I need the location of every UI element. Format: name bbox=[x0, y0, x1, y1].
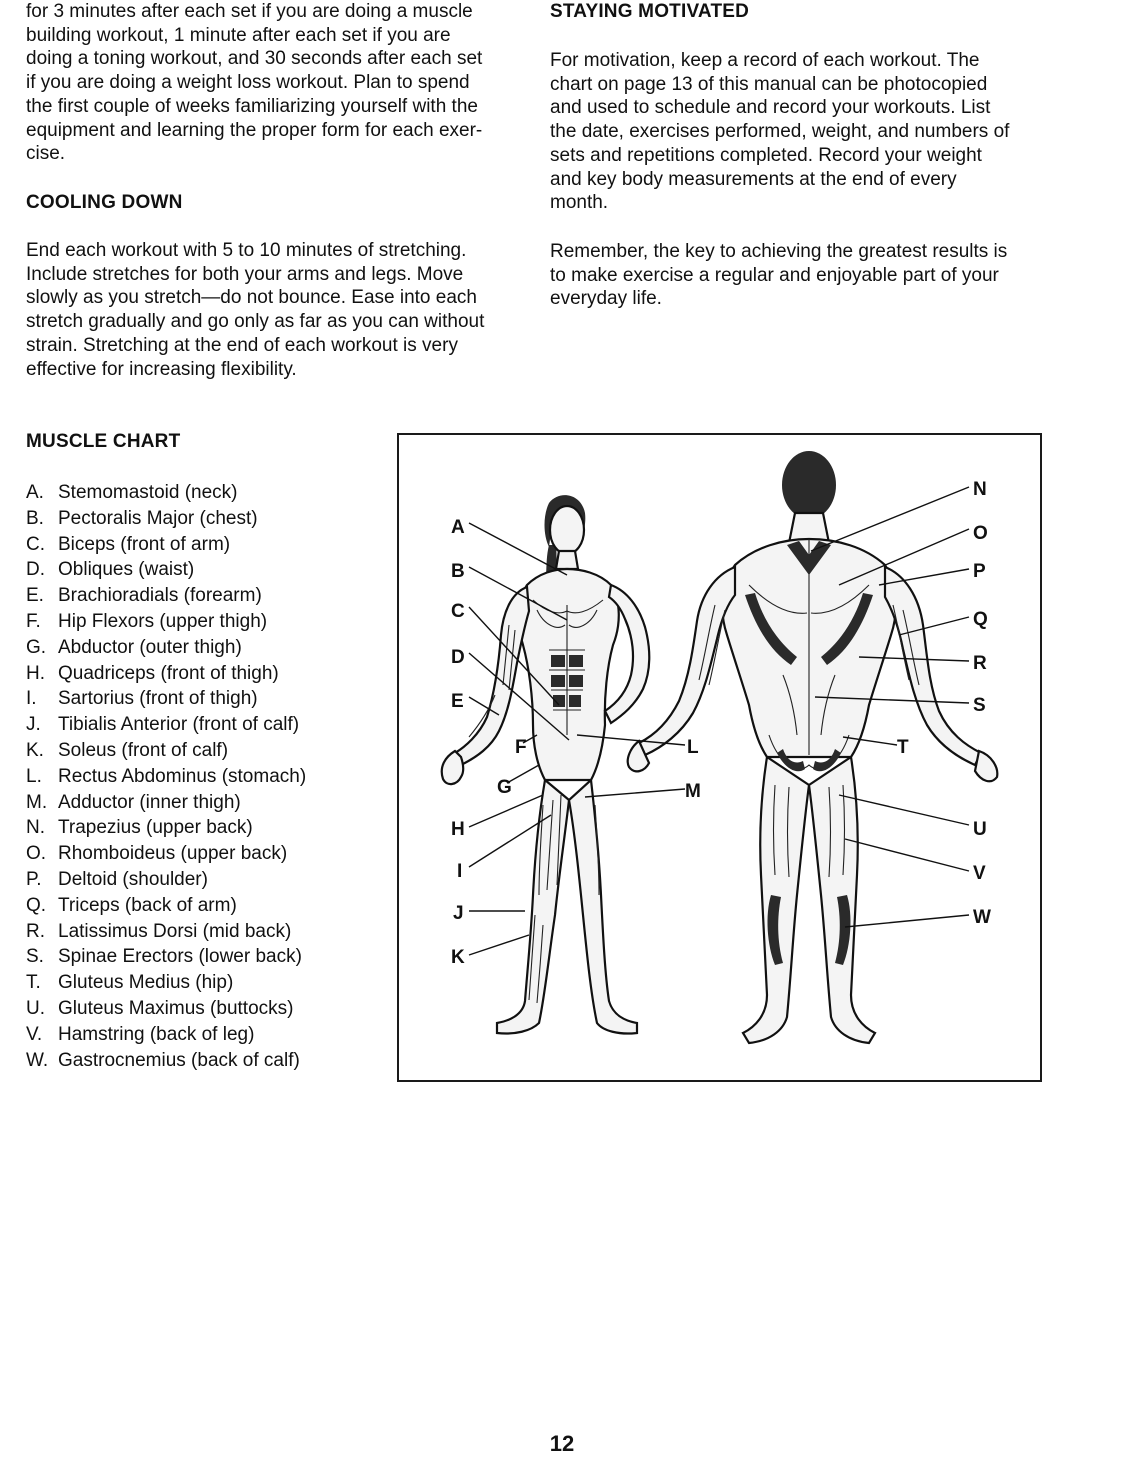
list-item bbox=[26, 919, 306, 945]
list-item-name: Brachioradials (forearm) bbox=[58, 585, 262, 607]
list-item-name: Hamstring (back of leg) bbox=[58, 1023, 255, 1045]
diagram-label-f: F bbox=[515, 737, 527, 758]
remember-paragraph: Remember, the key to achieving the greatest results is to make exercise a regular and enjoyable part of your everyday life. bbox=[550, 241, 1008, 310]
front-figure-illustration bbox=[442, 495, 650, 1033]
list-item-letter: P. bbox=[26, 868, 42, 890]
diagram-label-k: K bbox=[451, 947, 465, 968]
list-item-letter: B. bbox=[26, 507, 44, 529]
list-item-name: Pectoralis Major (chest) bbox=[58, 507, 258, 529]
list-item-letter: C. bbox=[26, 533, 45, 555]
list-item bbox=[26, 635, 306, 661]
list-item bbox=[26, 712, 306, 738]
diagram-label-r: R bbox=[973, 653, 987, 674]
list-item-name: Latissimus Dorsi (mid back) bbox=[58, 920, 292, 942]
list-item-name: Abductor (outer thigh) bbox=[58, 636, 242, 658]
list-item bbox=[26, 764, 306, 790]
muscle-diagram bbox=[399, 435, 1044, 1084]
list-item-letter: W. bbox=[26, 1049, 49, 1071]
cooling-down-paragraph: End each workout with 5 to 10 minutes of stretching. Include stretches for both your arms and legs. Move slowly as you stretch—do not bounce. Ease into each stretch gradually and go only as far as you can without strain. Stretching at the end of each workout is very effective for increasing flexibility. bbox=[26, 240, 485, 380]
diagram-label-u: U bbox=[973, 819, 987, 840]
list-item-name: Rectus Abdominus (stomach) bbox=[58, 765, 307, 787]
list-item-letter: L. bbox=[26, 765, 42, 787]
diagram-label-a: A bbox=[451, 517, 465, 538]
list-item-letter: F. bbox=[26, 610, 41, 632]
list-item bbox=[26, 1048, 306, 1074]
list-item-letter: T. bbox=[26, 972, 41, 994]
diagram-label-v: V bbox=[973, 863, 986, 884]
list-item bbox=[26, 867, 306, 893]
intro-paragraph: for 3 minutes after each set if you are doing a muscle building workout, 1 minute after each set if you are doing a toning workout, and 30 seconds after each set if you are doing a weight loss workout. Plan to spend the first couple of weeks familiarizing yourself with the equipment and learning the proper form for each exer- cise. bbox=[26, 1, 483, 165]
list-item-name: Triceps (back of arm) bbox=[58, 894, 237, 916]
diagram-label-h: H bbox=[451, 819, 465, 840]
diagram-label-j: J bbox=[453, 903, 464, 924]
list-item-letter: S. bbox=[26, 946, 44, 968]
list-item bbox=[26, 841, 306, 867]
list-item-letter: A. bbox=[26, 482, 44, 503]
list-item-name: Quadriceps (front of thigh) bbox=[58, 662, 279, 684]
staying-motivated-heading: STAYING MOTIVATED bbox=[550, 1, 750, 22]
list-item bbox=[26, 583, 306, 609]
page-number: 12 bbox=[549, 1431, 575, 1456]
list-item bbox=[26, 1022, 306, 1048]
list-item bbox=[26, 970, 306, 996]
list-item-name: Adductor (inner thigh) bbox=[58, 791, 241, 813]
list-item bbox=[26, 738, 306, 764]
muscle-chart-heading: MUSCLE CHART bbox=[26, 431, 181, 452]
list-item-name: Rhomboideus (upper back) bbox=[58, 843, 288, 865]
list-item bbox=[26, 815, 306, 841]
list-item-name: Sartorius (front of thigh) bbox=[58, 688, 258, 710]
list-item bbox=[26, 506, 306, 532]
staying-motivated-paragraph: For motivation, keep a record of each workout. The chart on page 13 of this manual can be photocopied and used to schedule and record your workouts. List the date, exercises performed, weight, and numbers of sets and repetitions completed. Record your weight and key body measurements at the end of every month. bbox=[550, 50, 1010, 214]
list-item-letter: R. bbox=[26, 920, 45, 942]
list-item-name: Stemomastoid (neck) bbox=[58, 482, 238, 503]
diagram-label-n: N bbox=[973, 479, 987, 500]
diagram-label-e: E bbox=[451, 691, 464, 712]
diagram-label-p: P bbox=[973, 561, 986, 582]
list-item bbox=[26, 790, 306, 816]
muscle-diagram-box bbox=[397, 433, 1042, 1082]
list-item-name: Soleus (front of calf) bbox=[58, 739, 229, 761]
list-item bbox=[26, 686, 306, 712]
list-item-name: Obliques (waist) bbox=[58, 559, 195, 581]
list-item-letter: I. bbox=[26, 688, 37, 710]
list-item-name: Spinae Erectors (lower back) bbox=[58, 946, 302, 968]
list-item-name: Hip Flexors (upper thigh) bbox=[58, 610, 268, 632]
back-figure-illustration bbox=[628, 451, 998, 1043]
list-item-letter: G. bbox=[26, 636, 47, 658]
list-item-letter: K. bbox=[26, 739, 44, 761]
list-item-name: Trapezius (upper back) bbox=[58, 817, 253, 839]
diagram-label-g: G bbox=[497, 777, 512, 798]
list-item bbox=[26, 944, 306, 970]
list-item-letter: M. bbox=[26, 791, 48, 813]
list-item bbox=[26, 532, 306, 558]
list-item bbox=[26, 661, 306, 687]
list-item-letter: H. bbox=[26, 662, 45, 684]
diagram-label-q: Q bbox=[973, 609, 988, 630]
list-item-letter: E. bbox=[26, 585, 44, 607]
list-item-name: Gluteus Maximus (buttocks) bbox=[58, 997, 294, 1019]
list-item-letter: Q. bbox=[26, 894, 47, 916]
list-item-name: Biceps (front of arm) bbox=[58, 533, 231, 555]
muscle-list bbox=[26, 480, 306, 1073]
diagram-label-m: M bbox=[685, 781, 701, 802]
list-item-letter: D. bbox=[26, 559, 45, 581]
list-item-letter: N. bbox=[26, 817, 45, 839]
diagram-label-l: L bbox=[687, 737, 699, 758]
list-item bbox=[26, 996, 306, 1022]
cooling-down-heading: COOLING DOWN bbox=[26, 192, 183, 213]
list-item-letter: O. bbox=[26, 843, 47, 865]
list-item-name: Gastrocnemius (back of calf) bbox=[58, 1049, 300, 1071]
list-item-letter: U. bbox=[26, 997, 45, 1019]
list-item bbox=[26, 557, 306, 583]
list-item bbox=[26, 893, 306, 919]
diagram-label-i: I bbox=[457, 861, 463, 882]
diagram-label-o: O bbox=[973, 523, 988, 544]
list-item-name: Tibialis Anterior (front of calf) bbox=[58, 714, 300, 736]
list-item bbox=[26, 609, 306, 635]
list-item-letter: J. bbox=[26, 714, 41, 736]
diagram-label-s: S bbox=[973, 695, 986, 716]
list-item-name: Gluteus Medius (hip) bbox=[58, 972, 234, 994]
diagram-label-t: T bbox=[897, 737, 909, 758]
diagram-label-c: C bbox=[451, 601, 465, 622]
diagram-label-b: B bbox=[451, 561, 465, 582]
list-item bbox=[26, 480, 306, 506]
list-item-name: Deltoid (shoulder) bbox=[58, 868, 208, 890]
list-item-letter: V. bbox=[26, 1023, 43, 1045]
diagram-label-w: W bbox=[973, 907, 991, 928]
diagram-label-d: D bbox=[451, 647, 465, 668]
